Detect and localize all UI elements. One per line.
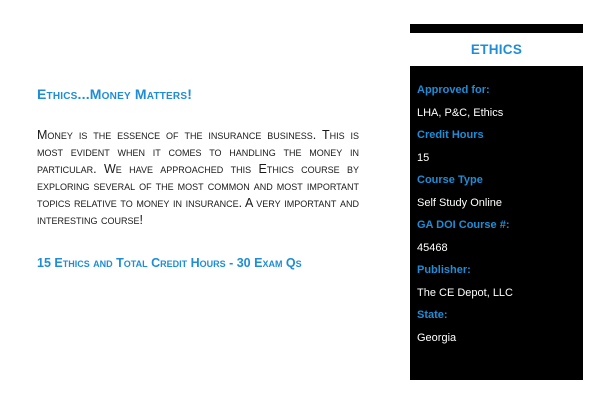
course-number-value: 45468: [417, 241, 448, 254]
credit-hours-value: 15: [417, 151, 430, 164]
course-info-panel: [410, 24, 583, 380]
credit-summary: 15 Ethics and Total Credit Hours - 30 Exam Qs: [37, 256, 302, 270]
course-description: Money is the essence of the insurance business. This is most evident when it comes to handling the money in particular. We have approached this Ethics course by exploring several of the most common and most important topics relative to money in insurance. A very important and interesting course!: [37, 128, 359, 227]
publisher-label: Publisher:: [417, 264, 471, 276]
approved-for-label: Approved for:: [417, 84, 490, 96]
approved-for-value: LHA, P&C, Ethics: [417, 106, 504, 119]
state-value: Georgia: [417, 331, 457, 344]
panel-top-bar: [410, 24, 583, 33]
course-number-label: GA DOI Course #:: [417, 219, 510, 231]
course-title: Ethics...Money Matters!: [37, 86, 193, 102]
state-label: State:: [417, 309, 448, 321]
publisher-value: The CE Depot, LLC: [417, 286, 513, 299]
course-type-value: Self Study Online: [417, 196, 502, 209]
panel-header: ETHICS: [410, 33, 583, 66]
credit-hours-label: Credit Hours: [417, 129, 484, 141]
panel-body: [410, 66, 583, 380]
course-type-label: Course Type: [417, 174, 483, 186]
